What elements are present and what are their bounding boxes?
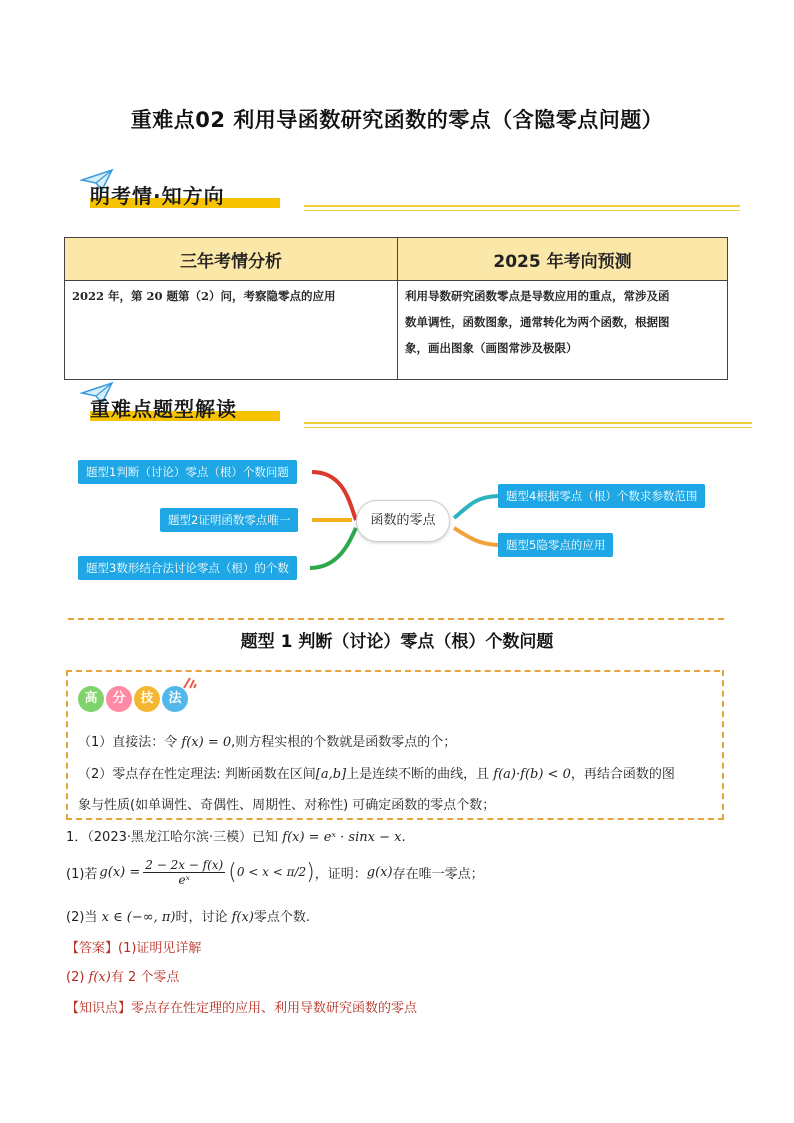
table-header-forecast: 2025 年考向预测 bbox=[398, 238, 728, 281]
question-part-2: (2)当 x ∈ (−∞, π)时，讨论 f(x)零点个数. bbox=[66, 910, 311, 925]
forecast-line: 数单调性，函数图象，通常转化为两个函数，根据图 bbox=[405, 315, 670, 329]
badge-char: 分 bbox=[106, 686, 132, 712]
forecast-line: 象，画出图象（画图常涉及极限） bbox=[405, 341, 578, 355]
mindmap-node-type2: 题型2证明函数零点唯一 bbox=[160, 508, 298, 532]
answer-line-2: (2) f(x)有 2 个零点 bbox=[66, 970, 180, 985]
mindmap-node-type3: 题型3数形结合法讨论零点（根）的个数 bbox=[78, 556, 297, 580]
tip-line-3: 象与性质(如单调性、奇偶性、周期性、对称性) 可确定函数的零点个数； bbox=[78, 798, 496, 813]
badge-char: 法 bbox=[162, 686, 188, 712]
mindmap-center: 函数的零点 bbox=[356, 500, 450, 542]
method-badge bbox=[78, 684, 198, 716]
tip-line-2: （2）零点存在性定理法: 判断函数在区间[a,b]上是连续不断的曲线，且 f(a)·f(b) < 0，再结合函数的图 bbox=[78, 767, 675, 782]
mindmap-node-type1: 题型1判断（讨论）零点（根）个数问题 bbox=[78, 460, 297, 484]
tip-line-1: （1）直接法：令 f(x) = 0,则方程实根的个数就是函数零点的个； bbox=[78, 735, 457, 750]
mindmap-node-type4: 题型4根据零点（根）个数求参数范围 bbox=[498, 484, 705, 508]
table-cell-analysis: 2022 年，第 20 题第（2）问，考察隐零点的应用 bbox=[65, 281, 398, 380]
exam-analysis-table bbox=[64, 237, 728, 380]
question-part-1: (1)若 g(x) = $\frac{2 - 2x - f(x)}{\text{eˣ}}$ ( 0 < x < π/2 ) ，证明： g(x) 存在唯一零点； bbox=[66, 857, 484, 887]
badge-char: 技 bbox=[134, 686, 160, 712]
badge-char: 高 bbox=[78, 686, 104, 712]
sparkle-icon bbox=[182, 676, 198, 690]
section-header-question-types bbox=[76, 381, 756, 433]
type1-title: 题型 1 判断（讨论）零点（根）个数问题 bbox=[240, 632, 554, 652]
divider bbox=[68, 618, 724, 620]
question-stem: 1．（2023·黑龙江哈尔滨·三模）已知 f(x) = eˣ · sinx − x. bbox=[66, 830, 406, 845]
section-label: 明考情·知方向 bbox=[90, 184, 225, 208]
forecast-line: 利用导数研究函数零点是导数应用的重点，常涉及函 bbox=[405, 289, 670, 303]
page-title: 重难点02 利用导函数研究函数的零点（含隐零点问题） bbox=[130, 108, 664, 132]
mindmap-node-type5: 题型5隐零点的应用 bbox=[498, 533, 613, 557]
table-cell-forecast bbox=[398, 281, 728, 380]
answer-line-1: 【答案】(1)证明见详解 bbox=[66, 941, 202, 956]
section-header-exam-analysis bbox=[76, 168, 756, 220]
knowledge-points: 【知识点】零点存在性定理的应用、利用导数研究函数的零点 bbox=[66, 1001, 418, 1016]
section-label: 重难点题型解读 bbox=[90, 397, 237, 421]
table-header-analysis: 三年考情分析 bbox=[65, 238, 398, 281]
